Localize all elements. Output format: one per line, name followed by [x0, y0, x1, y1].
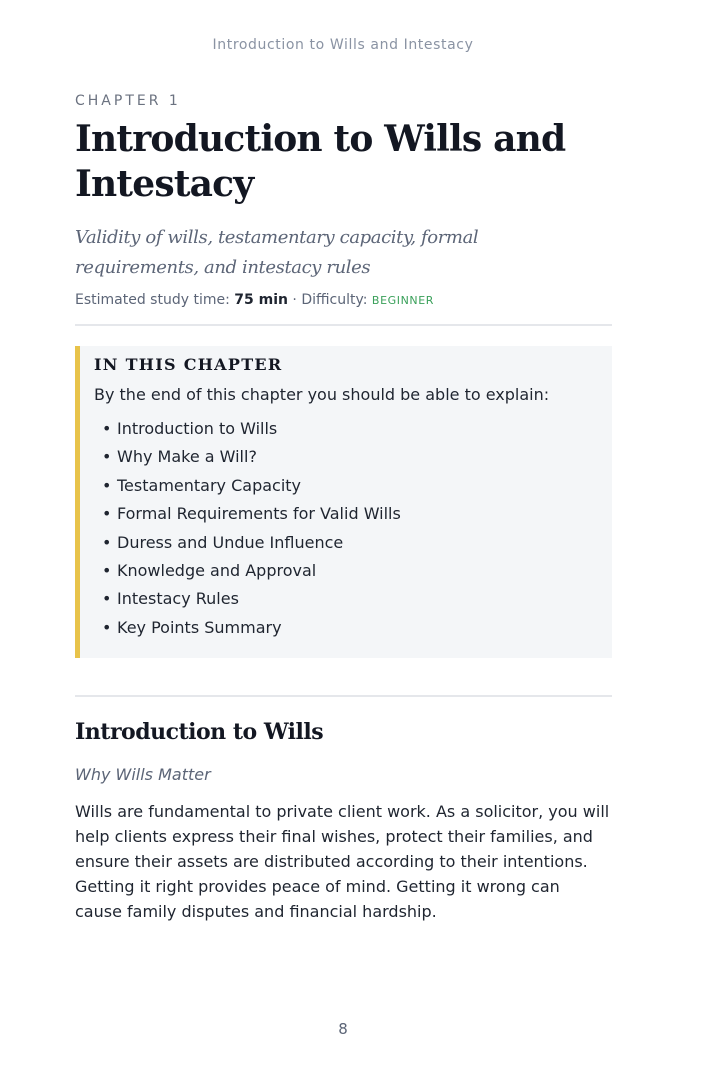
section-body: Wills are fundamental to private client work. As a solicitor, you will help clients express their final wishes, protect their families, and ensure their assets are distributed according to their intentions. Getting it right provides peace of mind. Getting it wrong can cause family disputes and financial hardship. — [75, 801, 610, 921]
bullet: • — [102, 475, 112, 495]
difficulty-label: Difficulty: — [301, 292, 372, 308]
page-content — [75, 92, 612, 940]
divider — [75, 324, 612, 326]
objective-text: Knowledge and Approval — [117, 561, 317, 581]
meta-separator: · — [287, 292, 302, 308]
chapter-title: Introduction to Wills and Intestacy — [75, 118, 566, 205]
chapter-meta — [75, 291, 612, 310]
section-title: Introduction to Wills — [75, 719, 324, 746]
objective-item — [102, 472, 596, 500]
bullet: • — [102, 447, 112, 467]
study-time-label: Estimated study time: — [75, 292, 235, 308]
objective-text: Testamentary Capacity — [117, 475, 302, 495]
objective-item — [102, 529, 596, 557]
objective-item — [102, 557, 596, 585]
chapter-objectives-box — [75, 346, 612, 658]
objective-item — [102, 415, 596, 443]
bullet: • — [102, 561, 112, 581]
divider — [75, 695, 612, 697]
objective-text: Introduction to Wills — [117, 419, 278, 438]
chapter-label: CHAPTER 1 — [75, 93, 181, 109]
bullet: • — [102, 504, 112, 524]
objective-text: Formal Requirements for Valid Wills — [117, 504, 401, 524]
objectives-list — [102, 415, 596, 642]
objective-text: Intestacy Rules — [117, 589, 239, 609]
objective-item — [102, 614, 596, 642]
objective-item — [102, 443, 596, 471]
objective-item — [102, 500, 596, 528]
page-number: 8 — [338, 1020, 348, 1038]
bullet: • — [102, 589, 112, 609]
running-header: Introduction to Wills and Intestacy — [212, 37, 474, 53]
objective-text: Key Points Summary — [117, 617, 282, 637]
bullet: • — [102, 617, 112, 637]
objective-item — [102, 585, 596, 613]
difficulty-badge: BEGINNER — [371, 294, 435, 307]
objectives-title: IN THIS CHAPTER — [94, 355, 283, 374]
objective-text: Why Make a Will? — [117, 447, 257, 467]
bullet: • — [102, 419, 112, 438]
objective-text: Duress and Undue Influence — [117, 532, 344, 552]
bullet: • — [102, 532, 112, 552]
study-time-value: 75 min — [234, 292, 288, 308]
objectives-intro: By the end of this chapter you should be able to explain: — [94, 385, 550, 404]
chapter-subtitle: Validity of wills, testamentary capacity, formal requirements, and intestacy rules — [75, 227, 479, 278]
section-subtitle: Why Wills Matter — [75, 764, 211, 784]
